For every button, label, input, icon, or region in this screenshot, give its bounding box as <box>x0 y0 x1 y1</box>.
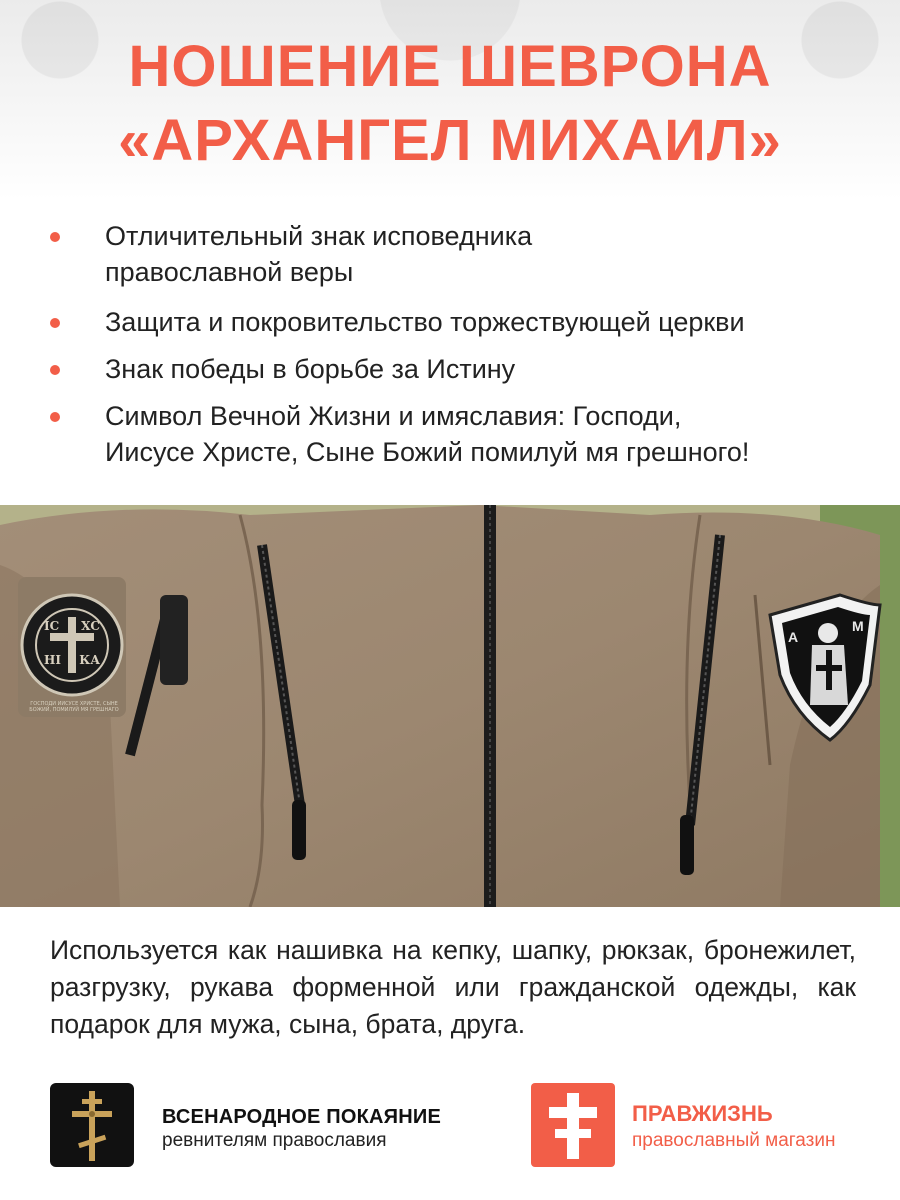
list-item-text: Иисусе Христе, Сыне Божий помилуй мя грешного! <box>105 437 750 467</box>
list-item-text: Символ Вечной Жизни и имяславия: Господи, <box>105 401 682 431</box>
list-item-text: Отличительный знак исповедника <box>105 221 533 251</box>
orthodox-cross-icon <box>50 1083 134 1167</box>
list-item-text: Защита и покровительство торжествующей церкви <box>105 307 745 337</box>
pravzhizn-logo[interactable] <box>531 1083 615 1167</box>
logo2-subtitle: православный магазин <box>632 1130 836 1151</box>
bullet-dot-icon <box>50 365 60 375</box>
list-item-text: православной веры <box>105 257 354 287</box>
logo1-subtitle: ревнителям православия <box>162 1130 387 1151</box>
logo1-title: ВСЕНАРОДНОЕ ПОКАЯНИЕ <box>162 1106 441 1128</box>
archangel-patch-icon <box>0 505 900 907</box>
vsenarodnoe-pokayanie-logo[interactable] <box>50 1083 134 1167</box>
bullet-dot-icon <box>50 232 60 242</box>
left-patch-letters: ІС ХС НІ КА <box>44 619 100 667</box>
title-line-1: НОШЕНИЕ ШЕВРОНА <box>128 34 772 99</box>
right-patch-letter-m: М <box>852 618 864 634</box>
title-line-2: «АРХАНГЕЛ МИХАИЛ» <box>118 108 782 173</box>
bullet-dot-icon <box>50 412 60 422</box>
left-patch-ring-text: ГОСПОДИ ИИСУСЕ ХРИСТЕ, СЫНЕ БОЖИЙ, ПОМИЛУЙ МЯ ГРЕШНАГО <box>29 701 119 713</box>
pravzhizn-cross-icon <box>531 1083 615 1167</box>
list-item-text: Знак победы в борьбе за Истину <box>105 354 516 384</box>
right-patch-letter-a: А <box>788 629 799 645</box>
logo2-title: ПРАВЖИЗНЬ <box>632 1101 773 1126</box>
bullet-dot-icon <box>50 318 60 328</box>
jacket-photo <box>0 505 900 907</box>
header-banner <box>0 0 900 200</box>
usage-description: Используется как нашивка на кепку, шапку, рюкзак, бронежилет, разгрузку, рукава форменной или гражданской одежды, как подарок для мужа, сына, брата, друга. <box>50 935 856 1039</box>
